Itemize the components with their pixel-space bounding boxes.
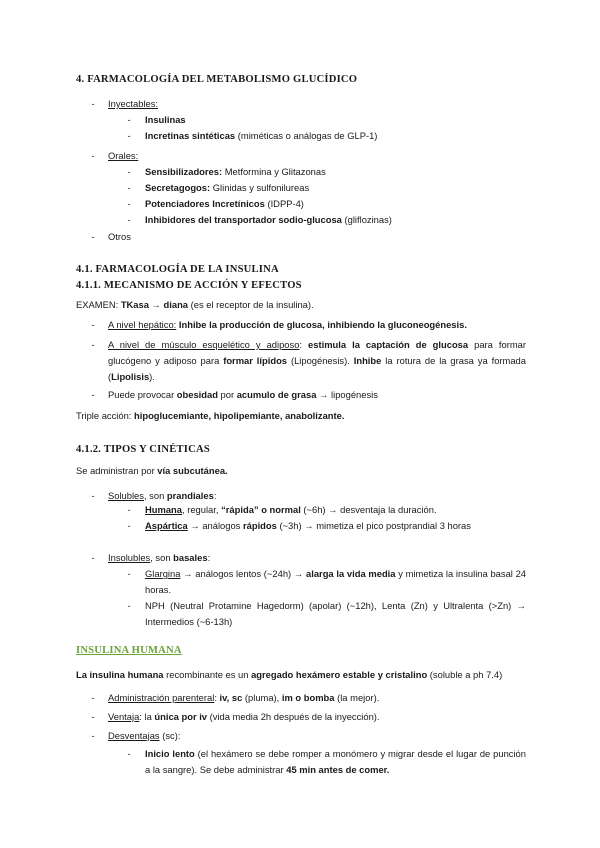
orales-label: Orales: — [108, 150, 139, 161]
solubles-item: Solubles, son prandiales: — [108, 490, 217, 501]
bullet-dash: - — [91, 552, 95, 563]
bullet-dash: - — [127, 504, 131, 515]
bullet-dash: - — [127, 114, 131, 125]
bullet-dash: - — [91, 389, 95, 400]
ventaja-item: Ventaja: la única por iv (vida media 2h después de la inyección). — [108, 711, 380, 722]
bullet-dash: - — [127, 520, 131, 531]
musculo-item: A nivel de músculo esquelético y adiposo: estimula la captación de glucosa para formar glucógeno y adiposo para formar lípidos (Lipogénesis). Inhibe la rotura de la grasa ya formada (Lipolisis). — [108, 339, 526, 382]
bullet-dash: - — [91, 98, 95, 109]
bullet-dash: - — [127, 568, 131, 579]
bullet-dash: - — [91, 692, 95, 703]
hepatico-item: A nivel hepático: Inhibe la producción de glucosa, inhibiendo la gluconeogénesis. — [108, 319, 467, 330]
bullet-dash: - — [91, 231, 95, 242]
bullet-dash: - — [91, 490, 95, 501]
via-line: Se administran por vía subcutánea. — [76, 465, 228, 476]
list-item-inhibidores: Inhibidores del transportador sodio-glucosa (gliflozinas) — [145, 214, 392, 225]
triple-accion-line: Triple acción: hipoglucemiante, hipolipemiante, anabolizante. — [76, 410, 345, 421]
bullet-dash: - — [91, 339, 95, 350]
bullet-dash: - — [127, 198, 131, 209]
bullet-dash: - — [127, 182, 131, 193]
bullet-dash: - — [127, 748, 131, 759]
list-item-incretinas: Incretinas sintéticas (miméticas o análogas de GLP-1) — [145, 130, 378, 141]
administracion-item: Administración parenteral: iv, sc (pluma), im o bomba (la mejor). — [108, 692, 380, 703]
glargina-item: Glargina → análogos lentos (~24h) → alarga la vida media y mimetiza la insulina basal 24 horas. — [145, 568, 527, 595]
bullet-dash: - — [91, 730, 95, 741]
list-item-sensibilizadores: Sensibilizadores: Metformina y Glitazonas — [145, 166, 326, 177]
section-4-1-heading: 4.1. FARMACOLOGÍA DE LA INSULINA — [76, 264, 279, 275]
list-item-insulinas: Insulinas — [145, 114, 186, 125]
humana-intro: La insulina humana recombinante es un agregado hexámero estable y cristalino (soluble a ph 7.4) — [76, 669, 503, 680]
bullet-dash: - — [91, 319, 95, 330]
section-4-heading: 4. FARMACOLOGÍA DEL METABOLISMO GLUCÍDICO — [76, 74, 358, 85]
list-item-secretagogos: Secretagogos: Glinidas y sulfonilureas — [145, 182, 310, 193]
inyectables-label: Inyectables: — [108, 98, 159, 109]
bullet-dash: - — [127, 600, 131, 611]
nph-item: NPH (Neutral Protamine Hagedorm) (apolar) (~12h), Lenta (Zn) y Ultralenta (>Zn) → Intermedios (~6-13h) — [145, 600, 526, 627]
insulina-humana-heading: INSULINA HUMANA — [76, 645, 182, 656]
list-item-potenciadores: Potenciadores Incretínicos (IDPP-4) — [145, 198, 304, 209]
bullet-dash: - — [91, 711, 95, 722]
examen-line: EXAMEN: TKasa → diana (es el receptor de la insulina). — [76, 299, 314, 310]
bullet-dash: - — [127, 130, 131, 141]
bullet-dash: - — [127, 214, 131, 225]
bullet-dash: - — [91, 150, 95, 161]
section-4-1-2-heading: 4.1.2. TIPOS Y CINÉTICAS — [76, 444, 210, 455]
section-4-1-1-heading: 4.1.1. MECANISMO DE ACCIÓN Y EFECTOS — [76, 280, 302, 291]
otros-label: Otros — [108, 231, 131, 242]
humana-item: Humana, regular, “rápida” o normal (~6h) → desventaja la duración. — [145, 504, 437, 515]
aspartica-item: Aspártica → análogos rápidos (~3h) → mimetiza el pico postprandial 3 horas — [145, 520, 471, 531]
desventajas-item: Desventajas (sc): — [108, 730, 181, 741]
insolubles-item: Insolubles, son basales: — [108, 552, 211, 563]
inicio-lento-item: Inicio lento (el hexámero se debe romper a monómero y migrar desde el lugar de punción a la sangre). Se debe administrar 45 min antes de comer. — [145, 748, 526, 775]
bullet-dash: - — [127, 166, 131, 177]
obesidad-item: Puede provocar obesidad por acumulo de grasa → lipogénesis — [108, 389, 378, 400]
